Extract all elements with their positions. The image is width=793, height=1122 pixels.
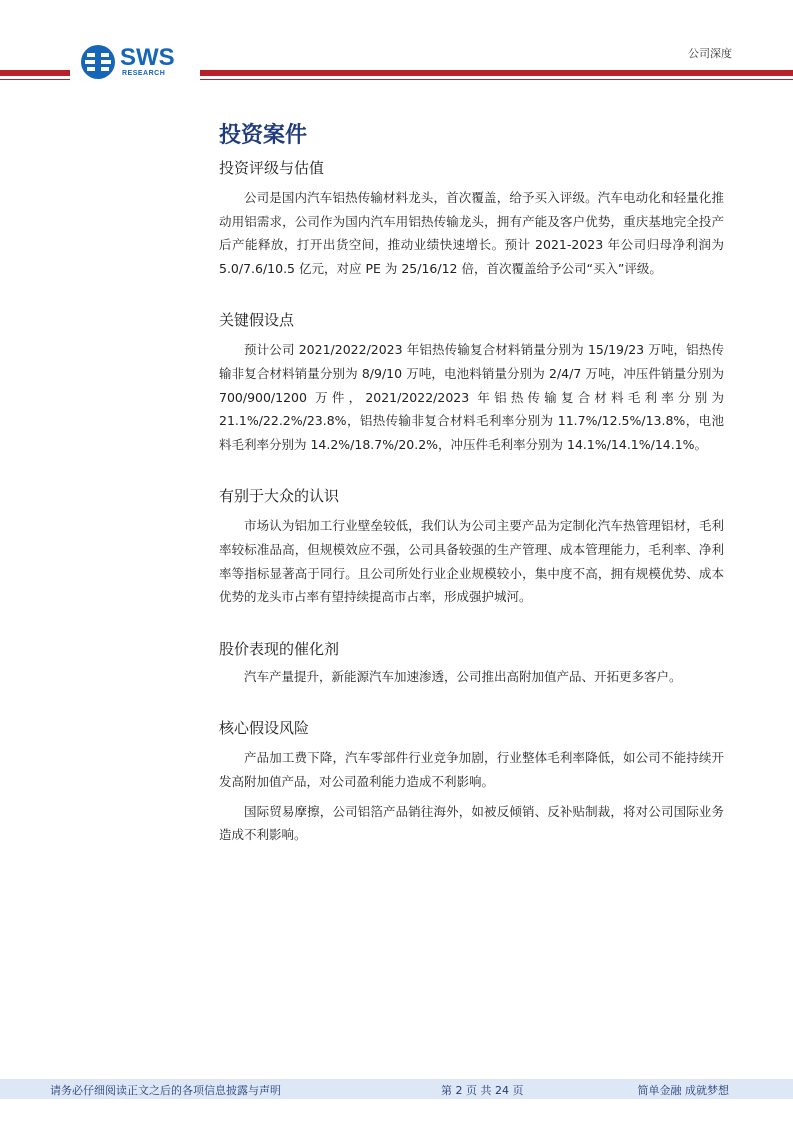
- header-rule-thin: [0, 79, 70, 80]
- section-differentiated-view: [219, 484, 724, 608]
- header-rule: [0, 70, 70, 76]
- report-body: [219, 120, 724, 847]
- page-title: 投资案件: [219, 123, 308, 148]
- paragraph: 国际贸易摩擦，公司铝箔产品销往海外，如被反倾销、反补贴制裁，将对公司国际业务造成不利影响。: [219, 803, 724, 843]
- header-rule-thin: [200, 79, 793, 80]
- paragraph: 公司是国内汽车铝热传输材料龙头，首次覆盖，给予买入评级。汽车电动化和轻量化推动用铝需求，公司作为国内汽车用铝热传输龙头，拥有产能及客户优势，重庆基地完全投产后产能释放，打开出货空间，推动业绩快速增长。预计 2021-2023 年公司归母净利润为 5.0/7.6/10.5 亿元，对应 PE 为 25/16/12 倍，首次覆盖给予公司“买入”评级。: [219, 190, 724, 276]
- section-valuation: [219, 156, 724, 280]
- brand-name: SWS: [120, 44, 175, 71]
- report-type: 公司深度: [688, 47, 732, 60]
- brand-sub: RESEARCH: [122, 70, 166, 77]
- paragraph: 市场认为铝加工行业壁垒较低，我们认为公司主要产品为定制化汽车热管理铝材，毛利率较标准品高，但规模效应不强，公司具备较强的生产管理、成本管理能力，毛利率、净利率等指标显著高于同行。且公司所处行业企业规模较小，集中度不高，拥有规模优势、成本优势的龙头市占率有望持续提高市占率，形成强护城河。: [219, 518, 724, 605]
- sws-logo-icon: [80, 44, 116, 80]
- header-rule: [200, 70, 793, 76]
- company-logo: [80, 44, 184, 80]
- footer-slogan: 简单金融 成就梦想: [637, 1084, 729, 1097]
- section-risks: [219, 716, 724, 846]
- paragraph: 预计公司 2021/2022/2023 年铝热传输复合材料销量分别为 15/19/23 万吨，铝热传输非复合材料销量分别为 8/9/10 万吨，电池料销量分别为 2/4/7 万吨，冲压件销量分别为 700/900/1200 万件，2021/2022/2023 年铝热传输复合材料毛利率分别为 21.1%/22.2%/23.8%，铝热传输非复合材料毛利率分别为 11.7%/12.5%/13.8%，电池料毛利率分别为 14.2%/18.7%/20.2%，冲压件毛利率分别为 14.1%/14.1%/14.1%。: [219, 342, 724, 452]
- section-heading: 核心假设风险: [219, 719, 310, 738]
- paragraph: 产品加工费下降，汽车零部件行业竞争加剧，行业整体毛利率降低，如公司不能持续开发高附加值产品，对公司盈利能力造成不利影响。: [219, 750, 724, 789]
- paragraph: 汽车产量提升，新能源汽车加速渗透，公司推出高附加值产品、开拓更多客户。: [244, 668, 682, 684]
- section-catalysts: [219, 637, 724, 689]
- section-heading: 关键假设点: [219, 311, 295, 330]
- page-number: 第 2 页 共 24 页: [441, 1084, 524, 1097]
- section-heading: 股价表现的催化剂: [219, 639, 340, 658]
- section-heading: 投资评级与估值: [219, 159, 325, 177]
- footer-disclaimer: 请务必仔细阅读正文之后的各项信息披露与声明: [50, 1084, 281, 1097]
- section-assumptions: [219, 308, 724, 456]
- section-heading: 有别于大众的认识: [219, 487, 340, 506]
